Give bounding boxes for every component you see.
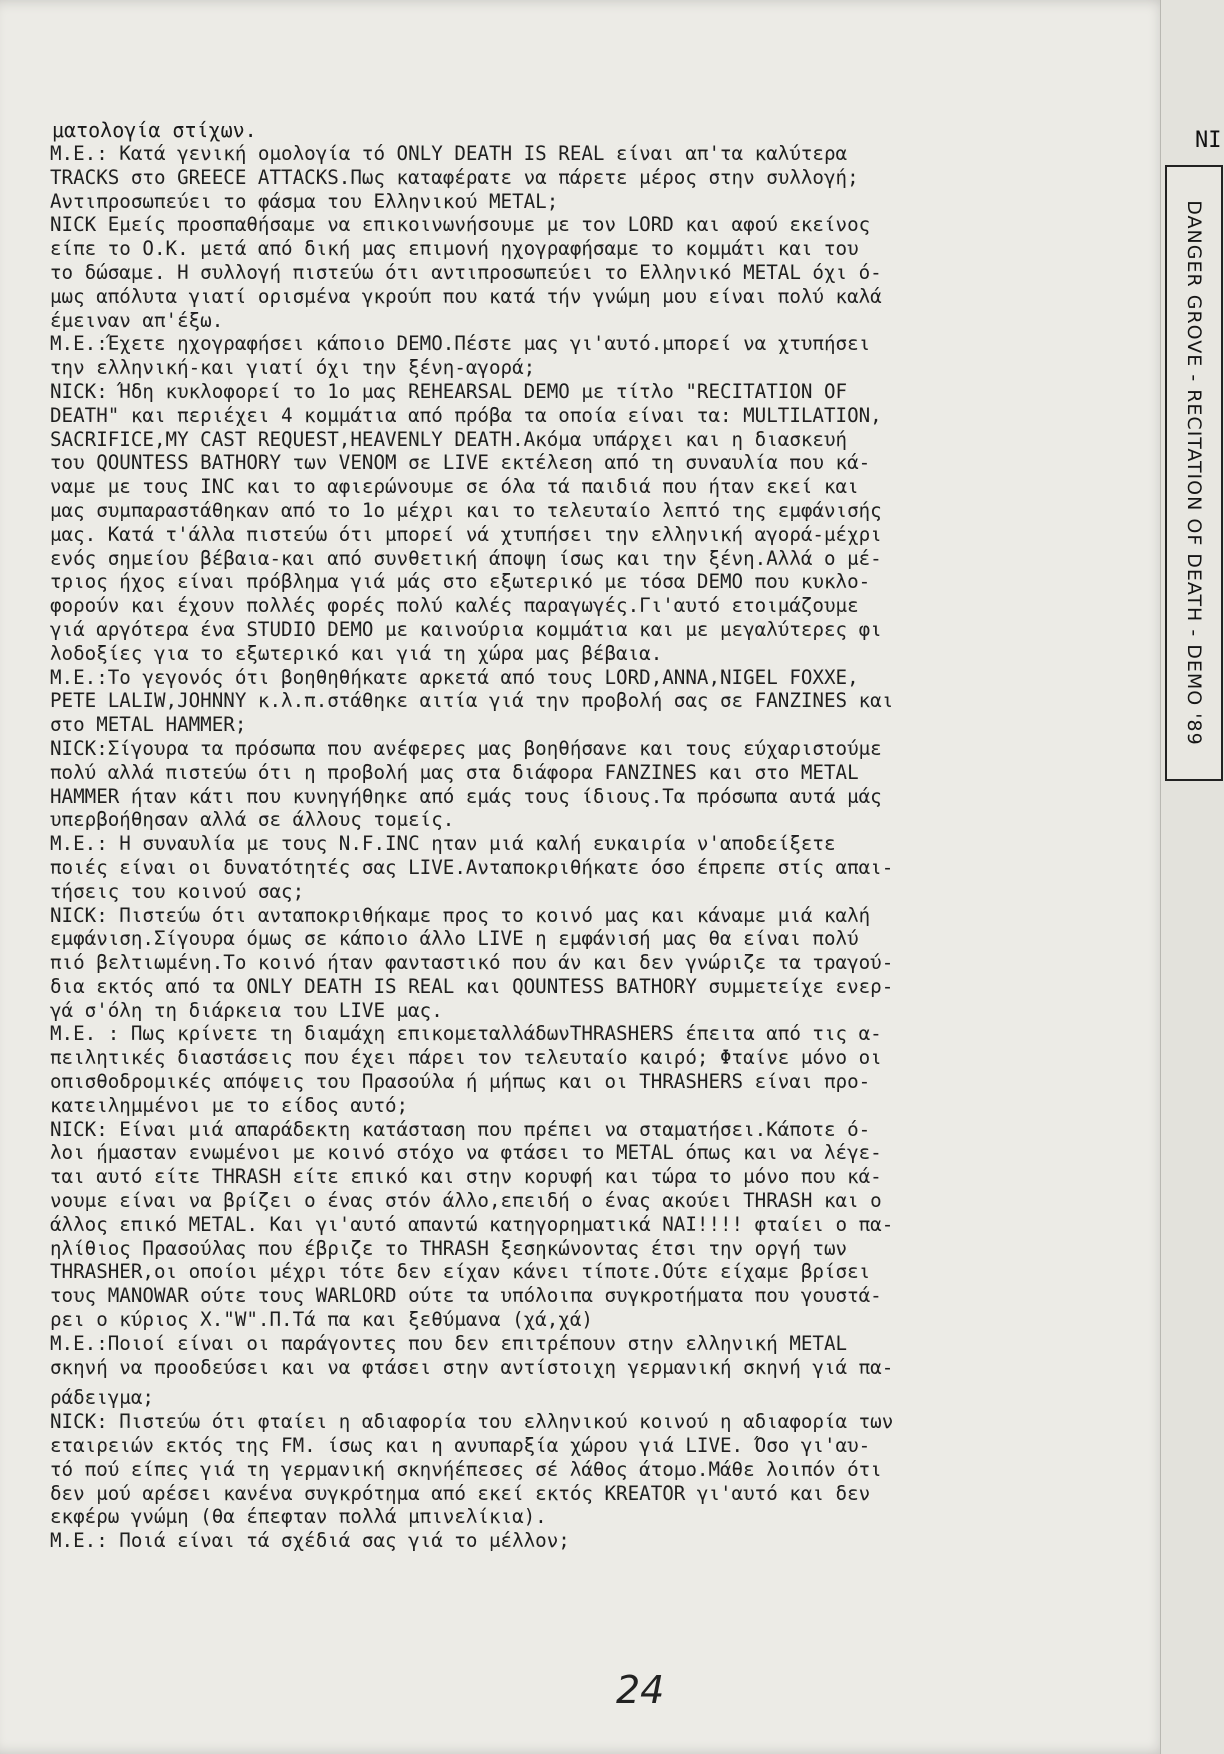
text-line: SACRIFICE,MY CAST REQUEST,HEAVENLY DEATH.Ακόμα υπάρχει και η διασκευή bbox=[50, 427, 848, 451]
text-line: DEATH" και περιέχει 4 κομμάτια από πρόβα τα οποία είναι τα: MULTILATION, bbox=[50, 403, 882, 427]
text-line: NICK: Ήδη κυκλοφορεί το 1ο μας REHEARSAL DEMO με τίτλο "RECITATION OF bbox=[50, 379, 848, 403]
text-line: φορούν και έχουν πολλές φορές πολύ καλές παραγωγές.Γι'αυτό ετοιμάζουμε bbox=[50, 594, 859, 618]
text-line: ενός σημείου βέβαια-και από συνθετική άποψη ίσως και την ξένη.Αλλά ο μέ- bbox=[50, 546, 882, 570]
adjacent-page-edge bbox=[1160, 0, 1224, 1754]
demo-tape-label: DANGER GROVE - RECITATION OF DEATH - DEMO '89 bbox=[1183, 200, 1205, 746]
text-line: γά σ'όλη τη διάρκεια του LIVE μας. bbox=[50, 998, 443, 1022]
text-line: NICK: Είναι μιά απαράδεκτη κατάσταση που πρέπει να σταματήσει.Κάποτε ό- bbox=[50, 1117, 871, 1141]
text-line: Αντιπροσωπεύει το φάσμα του Ελληνικού METAL; bbox=[50, 189, 559, 213]
interview-text bbox=[50, 142, 1165, 1553]
text-line: M.E. : Πως κρίνετε τη διαμάχη επικομεταλλάδωνTHRASHERS έπειτα από τις α- bbox=[50, 1022, 882, 1046]
text-line: μας συμπαραστάθηκαν από το 1ο μέχρι και το τελευταίο λεπτό της εμφάνισής bbox=[50, 498, 882, 522]
text-line: πειλητικές διαστάσεις που έχει πάρει τον τελευταίο καιρό; Φταίνε μόνο οι bbox=[50, 1046, 882, 1070]
text-line: τριος ήχος είναι πρόβλημα γιά μάς στο εξωτερικό με τόσα DEMO που κυκλο- bbox=[50, 570, 871, 594]
page-number: 24 bbox=[616, 1668, 665, 1712]
text-line: THRASHER,οι οποίοι μέχρι τότε δεν είχαν κάνει τίποτε.Ούτε είχαμε βρίσει bbox=[50, 1260, 871, 1284]
text-line: M.E.:Έχετε ηχογραφήσει κάποιο DEMO.Πέστε μας γι'αυτό.μπορεί να χτυπήσει bbox=[50, 332, 871, 356]
text-line: NICK:Σίγουρα τα πρόσωπα που ανέφερες μας βοηθήσανε και τους εύχαριστούμε bbox=[50, 736, 882, 760]
text-line: ράδειγμα; bbox=[50, 1386, 154, 1410]
text-line: είπε το O.K. μετά από δική μας επιμονή ηχογραφήσαμε το κομμάτι και του bbox=[50, 237, 859, 261]
text-line: τό πού είπες γιά τη γερμανική σκηνήέπεσες σέ λάθος άτομο.Μάθε λοιπόν ότι bbox=[50, 1457, 882, 1481]
text-line: NICK Εμείς προσπαθήσαμε να επικοινωνήσουμε με τον LORD και αφού εκείνος bbox=[50, 213, 871, 237]
text-line: μας. Κατά τ'άλλα πιστεύω ότι μπορεί νά χτυπήσει την ελληνική αγορά-μέχρι bbox=[50, 522, 882, 546]
text-line: M.E.: Η συναυλία με τους N.F.INC ηταν μιά καλή ευκαιρία ν'αποδείξετε bbox=[50, 832, 836, 856]
text-line: ηλίθιος Πρασούλας που έβριζε το THRASH ξεσηκώνοντας έτσι την οργή των bbox=[50, 1236, 848, 1260]
text-line: M.E.:Ποιοί είναι οι παράγοντες που δεν επιτρέπουν στην ελληνική METAL bbox=[50, 1331, 848, 1355]
text-line: τήσεις του κοινού σας; bbox=[50, 879, 305, 903]
text-line: ποιές είναι οι δυνατότητές σας LIVE.Ανταποκριθήκατε όσο έπρεπε στίς απαι- bbox=[50, 855, 894, 879]
text-line: M.E.:Το γεγονός ότι βοηθηθήκατε αρκετά από τους LORD,ANNA,NIGEL FOXXE, bbox=[50, 665, 859, 689]
text-line: HAMMER ήταν κάτι που κυνηγήθηκε από εμάς τους ίδιους.Τα πρόσωπα αυτά μάς bbox=[50, 784, 882, 808]
text-line: άλλος επικό METAL. Και γι'αυτό απαντώ κατηγορηματικά ΝΑΙ!!!! φταίει ο πα- bbox=[50, 1212, 894, 1236]
text-line: υπερβοήθησαν αλλά σε άλλους τομείς. bbox=[50, 808, 455, 832]
text-line: γιά αργότερα ένα STUDIO DEMO με καινούρια κομμάτια και με μεγαλύτερες φι bbox=[50, 617, 882, 641]
text-line: σκηνή να προοδεύσει και να φτάσει στην αντίστοιχη γερμανική σκηνή γιά πα- bbox=[50, 1355, 894, 1379]
text-line: NICK: Πιστεύω ότι ανταποκριθήκαμε προς το κοινό μας και κάναμε μιά καλή bbox=[50, 903, 871, 927]
text-line: δεν μού αρέσει κανένα συγκρότημα από εκεί εκτός KREATOR γι'αυτό και δεν bbox=[50, 1481, 871, 1505]
text-line: λοδοξίες για το εξωτερικό και γιά τη χώρα μας βέβαια. bbox=[50, 641, 663, 665]
text-line: πιό βελτιωμένη.Το κοινό ήταν φανταστικό που άν και δεν γνώριζε τα τραγού- bbox=[50, 951, 894, 975]
text-line: το δώσαμε. Η συλλογή πιστεύω ότι αντιπροσωπεύει το Ελληνικό METAL όχι ό- bbox=[50, 260, 882, 284]
text-line: πολύ αλλά πιστεύω ότι η προβολή μας στα διάφορα FANZINES και στο METAL bbox=[50, 760, 859, 784]
text-line: κατειλημμένοι με το είδος αυτό; bbox=[50, 1093, 409, 1117]
adjacent-page-text: NI bbox=[1195, 128, 1222, 153]
text-line: οπισθοδρομικές απόψεις του Πρασούλα ή μήπως και οι THRASHERS είναι προ- bbox=[50, 1070, 871, 1094]
text-line: PETE LALIW,JOHNNY κ.λ.π.στάθηκε αιτία γιά την προβολή σας σε FANZINES και bbox=[50, 689, 894, 713]
text-line: TRACKS στο GREECE ATTACKS.Πως καταφέρατε να πάρετε μέρος στην συλλογή; bbox=[50, 165, 859, 189]
text-line: M.E.: Ποιά είναι τά σχέδιά σας γιά το μέλλον; bbox=[50, 1529, 570, 1553]
text-line: δια εκτός από τα ONLY DEATH IS REAL και QOUNTESS BATHORY συμμετείχε ενερ- bbox=[50, 974, 894, 998]
page-top-line: ματολογία στίχων. bbox=[52, 118, 257, 142]
text-line: λοι ήμασταν ενωμένοι με κοινό στόχο να φτάσει το METAL όπως και να λέγε- bbox=[50, 1141, 882, 1165]
demo-tape-clipping bbox=[1165, 165, 1223, 781]
text-line: του QOUNTESS BATHORY των VENOM σε LIVE εκτέλεση από τη συναυλία που κά- bbox=[50, 451, 871, 475]
text-line: μως απόλυτα γιατί ορισμένα γκρούπ που κατά τήν γνώμη μου είναι πολύ καλά bbox=[50, 284, 882, 308]
text-line: M.E.: Κατά γενική ομολογία τό ONLY DEATH IS REAL είναι απ'τα καλύτερα bbox=[50, 142, 848, 165]
text-line: ναμε με τους INC και το αφιερώνουμε σε όλα τά παιδιά που ήταν εκεί και bbox=[50, 475, 859, 499]
text-line: τους MANOWAR ούτε τους WARLORD ούτε τα υπόλοιπα συγκροτήματα που γουστά- bbox=[50, 1284, 882, 1308]
text-line: την ελληνική-και γιατί όχι την ξένη-αγορά; bbox=[50, 356, 536, 380]
text-line: εταιρειών εκτός της FM. ίσως και η ανυπαρξία χώρου γιά LIVE. Όσο γι'αυ- bbox=[50, 1434, 871, 1458]
text-line: ρει ο κύριος Χ."W".Π.Τά πα και ξεθύμανα (χά,χά) bbox=[50, 1308, 593, 1332]
text-line: στο METAL HAMMER; bbox=[50, 713, 247, 737]
text-line: νουμε είναι να βρίζει ο ένας στόν άλλο,επειδή ο ένας ακούει THRASH και ο bbox=[50, 1189, 882, 1213]
text-line: NICK: Πιστεύω ότι φταίει η αδιαφορία του ελληνικού κοινού η αδιαφορία των bbox=[50, 1410, 894, 1434]
text-line: εκφέρω γνώμη (θα έπεφταν πολλά μπινελίκια). bbox=[50, 1505, 547, 1529]
text-line: ται αυτό είτε THRASH είτε επικό και στην κορυφή και τώρα το μόνο που κά- bbox=[50, 1165, 882, 1189]
text-line: έμειναν απ'έξω. bbox=[50, 308, 224, 332]
text-line: εμφάνιση.Σίγουρα όμως σε κάποιο άλλο LIVE η εμφάνισή μας θα είναι πολύ bbox=[50, 927, 859, 951]
